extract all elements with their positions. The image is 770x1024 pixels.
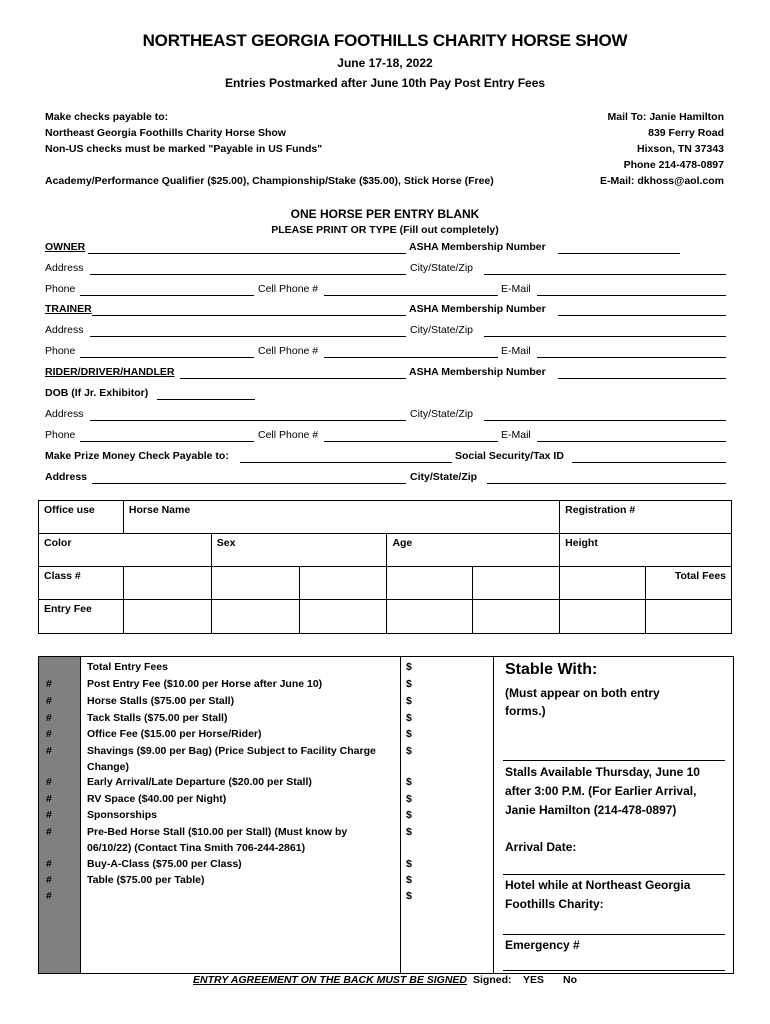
hotel-label-2: Foothills Charity: [505,897,604,911]
fee-quantity-mark[interactable]: # [46,858,52,870]
entry-fee-cell-2[interactable] [211,600,299,634]
owner-field[interactable] [88,253,406,254]
rider-address-label: Address [45,408,84,420]
fee-item-label-cont: 06/10/22) (Contact Tina Smith 706-244-2861) [87,842,306,854]
fee-item-label: Sponsorships [87,809,158,821]
emergency-field[interactable] [503,970,725,971]
class-cell-3[interactable] [299,567,387,600]
trainer-address-field[interactable] [90,336,406,337]
fee-amount-field[interactable]: $ [406,809,412,821]
owner-email-field[interactable] [537,295,726,296]
prize-city-label: City/State/Zip [410,471,478,483]
fee-amount-field[interactable]: $ [406,678,412,690]
height-cell[interactable]: Height [560,534,732,567]
stable-note-2: forms.) [505,704,546,718]
horse-info-table [38,500,732,634]
class-label-cell: Class # [39,567,124,600]
fee-amount-field[interactable]: $ [406,826,412,838]
rider-cell-label: Cell Phone # [258,429,319,441]
fee-amount-field[interactable]: $ [406,874,412,886]
stable-with-field[interactable] [503,760,725,761]
age-cell[interactable]: Age [387,534,560,567]
mail-to-name: Mail To: Janie Hamilton [607,111,724,123]
stable-note-1: (Must appear on both entry [505,686,660,700]
class-cell-6[interactable] [560,567,646,600]
fee-quantity-mark[interactable]: # [46,745,52,757]
mail-to-phone: Phone 214-478-0897 [623,159,724,171]
rider-city-field[interactable] [484,420,726,421]
owner-asha-label: ASHA Membership Number [409,241,546,253]
mail-to-email: E-Mail: dkhoss@aol.com [599,175,724,187]
prize-address-field[interactable] [92,483,406,484]
payable-line1: Make checks payable to: [45,111,169,123]
rider-email-field[interactable] [537,441,726,442]
fee-amount-field[interactable]: $ [406,745,412,757]
hotel-field[interactable] [503,934,725,935]
signed-no-option[interactable]: No [563,974,577,986]
entry-fee-label-cell: Entry Fee [39,600,124,634]
signed-yes-option[interactable]: YES [523,974,545,986]
payable-line2: Northeast Georgia Foothills Charity Horse Show [45,127,286,139]
total-fees-cell: Total Fees [646,567,732,600]
fee-item-label: Pre-Bed Horse Stall ($10.00 per Stall) (Must know by [87,826,348,838]
fee-quantity-mark[interactable]: # [46,793,52,805]
class-cell-5[interactable] [473,567,560,600]
stalls-available-3: Janie Hamilton (214-478-0897) [505,803,677,817]
owner-address-field[interactable] [90,274,406,275]
fee-item-label: Buy-A-Class ($75.00 per Class) [87,858,242,870]
office-use-cell: Office use [39,501,124,534]
stable-with-title: Stable With: [505,661,598,678]
trainer-field[interactable] [92,315,406,316]
stalls-available-1: Stalls Available Thursday, June 10 [505,765,700,779]
trainer-asha-field[interactable] [558,315,726,316]
fee-item-label: Office Fee ($15.00 per Horse/Rider) [87,728,262,740]
prize-city-field[interactable] [487,483,726,484]
rider-asha-label: ASHA Membership Number [409,366,546,378]
mail-to-street: 839 Ferry Road [648,127,724,139]
arrival-date-label: Arrival Date: [505,840,577,854]
fee-item-label: Post Entry Fee ($10.00 per Horse after June 10) [87,678,323,690]
trainer-address-label: Address [45,324,84,336]
entry-blank-heading: ONE HORSE PER ENTRY BLANK [290,207,480,221]
color-cell[interactable]: Color [39,534,212,567]
registration-cell[interactable]: Registration # [560,501,732,534]
sex-cell[interactable]: Sex [211,534,387,567]
fee-amount-field[interactable]: $ [406,858,412,870]
trainer-city-field[interactable] [484,336,726,337]
owner-city-label: City/State/Zip [410,262,474,274]
fee-quantity-mark[interactable]: # [46,874,52,886]
fee-amount-field[interactable]: $ [406,728,412,740]
owner-cell-label: Cell Phone # [258,283,319,295]
trainer-city-label: City/State/Zip [410,324,474,336]
trainer-label: TRAINER [45,303,92,315]
fees-box [38,656,734,974]
trainer-email-field[interactable] [537,357,726,358]
trainer-asha-label: ASHA Membership Number [409,303,546,315]
payable-line3: Non-US checks must be marked "Payable in US Funds" [45,143,323,155]
rider-asha-field[interactable] [558,378,726,379]
owner-address-label: Address [45,262,84,274]
class-fees-line: Academy/Performance Qualifier ($25.00), Championship/Stake ($35.00), Stick Horse (Free) [45,175,494,187]
rider-city-label: City/State/Zip [410,408,474,420]
rider-phone-label: Phone [45,429,76,441]
ssn-label: Social Security/Tax ID [455,450,564,462]
rider-email-label: E-Mail [501,429,531,441]
fee-quantity-mark[interactable]: # [46,678,52,690]
rider-address-field[interactable] [90,420,406,421]
stalls-available-2: after 3:00 P.M. (For Earlier Arrival, [505,784,697,798]
fee-quantity-mark[interactable]: # [46,826,52,838]
class-cell-4[interactable] [387,567,473,600]
trainer-email-label: E-Mail [501,345,531,357]
fee-item-label: Total Entry Fees [87,661,168,673]
trainer-phone-label: Phone [45,345,76,357]
rider-field[interactable] [180,378,406,379]
rider-label: RIDER/DRIVER/HANDLER [45,366,175,378]
entry-blank-subheading: PLEASE PRINT OR TYPE (Fill out completely) [271,224,499,236]
fee-quantity-mark[interactable]: # [46,776,52,788]
fee-quantity-mark[interactable]: # [46,809,52,821]
entry-fee-cell-4[interactable] [387,600,473,634]
fee-item-label: Horse Stalls ($75.00 per Stall) [87,695,235,707]
prize-address-label: Address [45,471,88,483]
fee-amount-field[interactable]: $ [406,793,412,805]
owner-city-field[interactable] [484,274,726,275]
class-cell-2[interactable] [211,567,299,600]
fee-item-label: Early Arrival/Late Departure ($20.00 per Stall) [87,776,312,788]
divider [493,657,494,973]
owner-asha-field[interactable] [558,253,680,254]
postmark-note: Entries Postmarked after June 10th Pay Post Entry Fees [224,76,546,90]
entry-fee-cell-1[interactable] [123,600,211,634]
fee-quantity-mark[interactable]: # [46,728,52,740]
prize-check-field[interactable] [240,462,452,463]
form-title: NORTHEAST GEORGIA FOOTHILLS CHARITY HORSE SHOW [142,31,628,50]
ssn-field[interactable] [572,462,726,463]
entry-fee-cell-6[interactable] [560,600,646,634]
dob-field[interactable] [157,399,255,400]
fee-item-label: Shavings ($9.00 per Bag) (Price Subject to Facility Charge [87,745,376,757]
hotel-label-1: Hotel while at Northeast Georgia [505,878,691,892]
fee-amount-field[interactable]: $ [406,695,412,707]
trainer-cell-label: Cell Phone # [258,345,319,357]
rider-phone-field[interactable] [80,441,254,442]
entry-fee-cell-3[interactable] [299,600,387,634]
fee-amount-field[interactable]: $ [406,712,412,724]
signed-label: Signed: [473,974,512,986]
fee-quantity-mark[interactable]: # [46,890,52,902]
divider [400,657,401,973]
fee-item-label: RV Space ($40.00 per Night) [87,793,227,805]
mail-to-city: Hixson, TN 37343 [637,143,724,155]
entry-agreement-note: ENTRY AGREEMENT ON THE BACK MUST BE SIGNED [193,974,467,986]
fee-amount-field[interactable]: $ [406,661,412,673]
owner-email-label: E-Mail [501,283,531,295]
fee-quantity-mark[interactable]: # [46,695,52,707]
trainer-cell-field[interactable] [324,357,498,358]
fee-amount-field[interactable]: $ [406,776,412,788]
fee-item-label: Table ($75.00 per Table) [87,874,205,886]
show-date: June 17-18, 2022 [337,56,433,70]
owner-phone-label: Phone [45,283,76,295]
arrival-date-field[interactable] [503,874,725,875]
owner-phone-field[interactable] [80,295,254,296]
class-cell-1[interactable] [123,567,211,600]
horse-name-cell[interactable]: Horse Name [123,501,559,534]
divider [80,657,81,973]
entry-fee-total-cell[interactable] [646,600,732,634]
owner-cell-field[interactable] [324,295,498,296]
entry-fee-cell-5[interactable] [473,600,560,634]
fee-amount-field[interactable]: $ [406,890,412,902]
fee-quantity-mark[interactable]: # [46,712,52,724]
dob-label: DOB (If Jr. Exhibitor) [45,387,149,399]
fee-item-label-cont: Change) [87,761,129,773]
emergency-label: Emergency # [505,938,580,952]
trainer-phone-field[interactable] [80,357,254,358]
owner-label: OWNER [45,241,86,253]
rider-cell-field[interactable] [324,441,498,442]
fee-item-label: Tack Stalls ($75.00 per Stall) [87,712,228,724]
prize-check-label: Make Prize Money Check Payable to: [45,450,229,462]
